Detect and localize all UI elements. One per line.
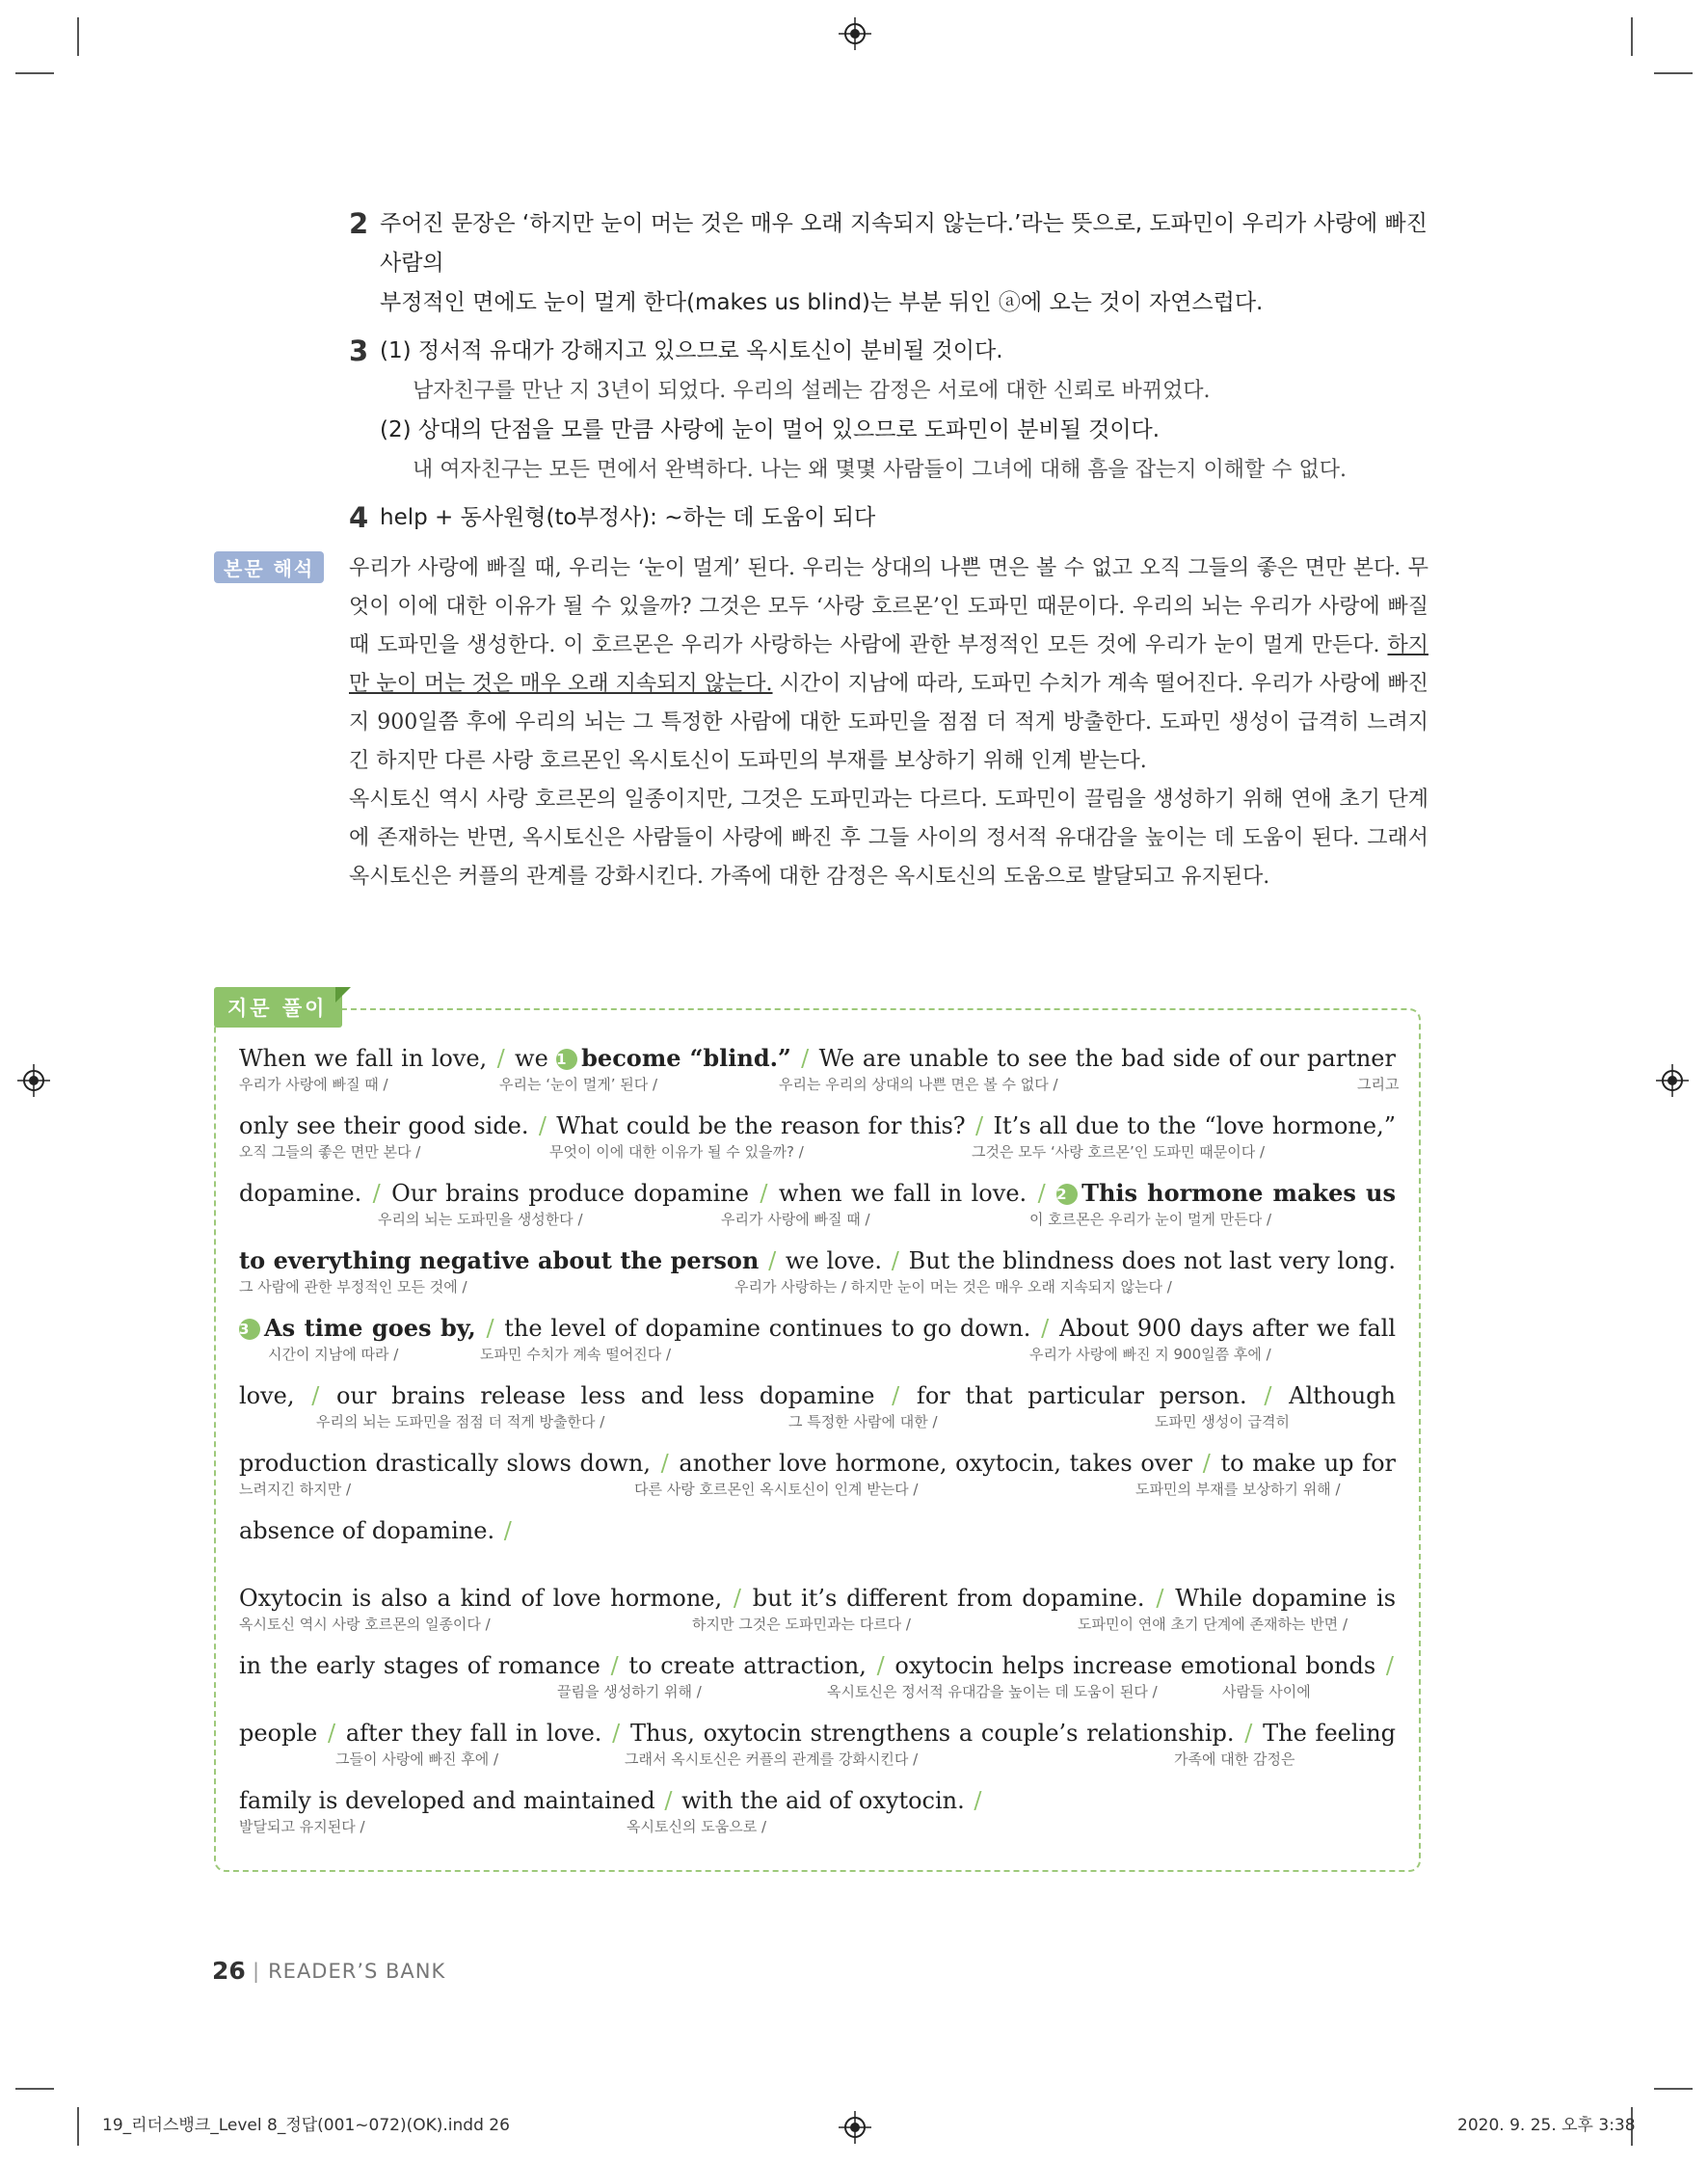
korean-gloss: 우리가 사랑에 빠진 지 900일쯤 후에 / — [1029, 1346, 1271, 1363]
korean-gloss: 그 사람에 관한 부정적인 모든 것에 / — [239, 1278, 467, 1296]
crop-mark — [15, 2088, 54, 2090]
reading-row — [239, 1245, 1396, 1313]
english-line: absence of dopamine. / — [239, 1517, 512, 1544]
sentence-number-icon: 2 — [1056, 1184, 1078, 1205]
interpretation-text: 우리가 사랑에 빠질 때, 우리는 ‘눈이 멀게’ 된다. 우리는 상대의 나쁜 면은 볼 수 없고 오직 그들의 좋은 면만 본다. 무엇이 이에 대한 이유가 될 수 있을까? 그것은 모두 ‘사랑 호르몬’인 도파민 때문이다. 우리의 뇌는 우리가 사랑에 빠질 때 도파민을 생성한다. 이 호르몬은 우리가 사랑하는 사람에 관한 부정적인 모든 것에 우리가 눈이 멀게 만든다. — [349, 556, 1428, 657]
korean-gloss: 도파민 수치가 계속 떨어진다 / — [480, 1346, 672, 1363]
english-line: love, / our brains release less and less dopamine / for that particular person. / Although — [239, 1382, 1396, 1409]
korean-gloss: 그들이 사랑에 빠진 후에 / — [335, 1750, 499, 1768]
korean-gloss: 도파민의 부재를 보상하기 위해 / — [1135, 1481, 1341, 1498]
reading-row — [239, 1313, 1396, 1380]
answer-item — [349, 204, 1428, 323]
answer-text: 부정적인 면에도 눈이 멀게 한다(makes us blind)는 부분 뒤인 ⓐ에 오는 것이 자연스럽다. — [380, 290, 1264, 315]
reading-row — [239, 1110, 1396, 1178]
reading-row — [239, 1448, 1396, 1515]
english-line: to everything negative about the person / we love. / But the blindness does not last very long. — [239, 1246, 1396, 1274]
korean-gloss: 우리가 사랑에 빠질 때 / — [239, 1076, 388, 1093]
answer-translation: 내 여자친구는 모든 면에서 완벽하다. 나는 왜 몇몇 사람들이 그녀에 대해 흠을 잡는지 이해할 수 없다. — [413, 458, 1347, 482]
interpretation-text: 시간이 지남에 따라, 도파민 수치가 계속 떨어진다. 우리가 사랑에 빠진 지 900일쯤 후에 우리의 뇌는 그 특정한 사람에 대한 도파민을 점점 더 적게 방출한다. 도파민 생성이 급격히 느려지긴 하지만 다른 사랑 호르몬인 옥시토신이 도파민의 부재를 보상하기 위해 인계 받는다. — [349, 672, 1428, 773]
answer-text: (1) 정서적 유대가 강해지고 있으므로 옥시토신이 분비될 것이다. — [380, 338, 1003, 363]
korean-gloss: 그것은 모두 ‘사랑 호르몬’인 도파민 때문이다 / — [972, 1143, 1266, 1161]
reading-row — [239, 1380, 1396, 1448]
crop-mark — [15, 72, 54, 74]
korean-gloss: 우리가 사랑에 빠질 때 / — [721, 1211, 870, 1228]
underlined-sentence: 하지만 눈이 머는 것은 매우 오래 지속되지 않는다. — [349, 633, 1428, 696]
english-line: dopamine. / Our brains produce dopamine / when we fall in love. / 2 This hormone makes us — [239, 1179, 1396, 1207]
reading-row — [239, 1785, 1396, 1853]
korean-gloss-line — [239, 1749, 1396, 1770]
korean-gloss-line — [239, 1479, 1396, 1500]
reading-row — [239, 1178, 1396, 1245]
print-date: 2020. 9. 25. 오후 3:38 — [1457, 2116, 1636, 2135]
reading-row — [239, 1650, 1396, 1718]
crop-mark — [1631, 17, 1633, 56]
korean-gloss: 그 특정한 사람에 대한 / — [788, 1413, 938, 1430]
korean-gloss: 시간이 지남에 따라 / — [268, 1346, 399, 1363]
english-line: people / after they fall in love. / Thus, oxytocin strengthens a couple’s relationship. / The feeling — [239, 1720, 1396, 1747]
korean-gloss: 우리가 사랑하는 / 하지만 눈이 머는 것은 매우 오래 지속되지 않는다 / — [734, 1278, 1172, 1296]
korean-gloss: 오직 그들의 좋은 면만 본다 / — [239, 1143, 421, 1161]
running-title-text: READER’S BANK — [268, 1960, 446, 1983]
answer-item — [349, 332, 1428, 490]
korean-gloss: 발달되고 유지된다 / — [239, 1818, 365, 1835]
answer-item — [349, 498, 1428, 538]
interpretation-section — [214, 549, 1428, 896]
answer-text: help + 동사원형(to부정사): ~하는 데 도움이 되다 — [380, 505, 876, 530]
reading-text — [239, 1043, 1400, 1853]
korean-gloss: 옥시토신의 도움으로 / — [627, 1818, 767, 1835]
answer-section — [349, 204, 1428, 547]
korean-gloss: 우리의 뇌는 도파민을 생성한다 / — [378, 1211, 583, 1228]
korean-gloss-line — [239, 1681, 1396, 1702]
korean-gloss: 하지만 그것은 도파민과는 다르다 / — [692, 1616, 911, 1633]
crop-mark — [1654, 2088, 1693, 2090]
korean-gloss-line — [239, 1411, 1396, 1432]
registration-mark-icon — [1656, 1064, 1689, 1097]
crop-mark — [1654, 72, 1693, 74]
korean-gloss-line — [239, 1546, 1396, 1567]
english-line: in the early stages of romance / to create attraction, / oxytocin helps increase emotional bonds / — [239, 1652, 1394, 1679]
interpretation-paragraph: 옥시토신 역시 사랑 호르몬의 일종이지만, 그것은 도파민과는 다르다. 도파민이 끌림을 생성하기 위해 연애 초기 단계에 존재하는 반면, 옥시토신은 사람들이 사랑에 빠진 후 그들 사이의 정서적 유대감을 높이는 데 도움이 된다. 그래서 옥시토신은 커플의 관계를 강화시킨다. 가족에 대한 감정은 옥시토신의 도움으로 발달되고 유지된다. — [349, 788, 1428, 889]
korean-gloss: 가족에 대한 감정은 — [1174, 1750, 1295, 1768]
korean-gloss: 옥시토신은 정서적 유대감을 높이는 데 도움이 된다 / — [827, 1683, 1158, 1700]
answer-number: 3 — [349, 334, 369, 367]
sentence-number-icon: 3 — [239, 1319, 260, 1340]
reading-row — [239, 1515, 1396, 1583]
file-slug: 19_리더스뱅크_Level 8_정답(001~072)(OK).indd 26 — [102, 2116, 510, 2135]
reading-row — [239, 1718, 1396, 1785]
page-number: 26 — [212, 1957, 246, 1985]
korean-gloss: 이 호르몬은 우리가 눈이 멀게 만든다 / — [1029, 1211, 1272, 1228]
interpretation-badge: 본문 해석 — [214, 551, 324, 583]
english-line: Oxytocin is also a kind of love hormone, / but it’s different from dopamine. / While dopamine is — [239, 1585, 1396, 1612]
korean-gloss-line — [239, 1276, 1396, 1297]
korean-gloss-line — [239, 1816, 1396, 1837]
reading-tab: 지문 풀이 — [214, 987, 342, 1028]
korean-gloss: 그리고 — [1357, 1076, 1400, 1093]
korean-gloss: 우리는 우리의 상대의 나쁜 면은 볼 수 없다 / — [779, 1076, 1058, 1093]
interpretation-paragraph — [349, 549, 1428, 781]
reading-row — [239, 1043, 1400, 1110]
korean-gloss: 다른 사랑 호르몬인 옥시토신이 인계 받는다 / — [634, 1481, 919, 1498]
korean-gloss: 느려지긴 하지만 / — [239, 1481, 352, 1498]
korean-gloss: 끌림을 생성하기 위해 / — [557, 1683, 702, 1700]
english-line: only see their good side. / What could be the reason for this? / It’s all due to the “love hormone,” — [239, 1112, 1396, 1139]
korean-gloss-line — [239, 1344, 1396, 1365]
korean-gloss: 사람들 사이에 — [1222, 1683, 1311, 1700]
registration-mark-icon — [839, 17, 871, 50]
registration-mark-icon — [17, 1064, 50, 1097]
english-line: When we fall in love, / we 1 become “blind.” / We are unable to see the bad side of our partner — [239, 1044, 1396, 1072]
korean-gloss: 무엇이 이에 대한 이유가 될 수 있을까? / — [549, 1143, 804, 1161]
korean-gloss-line — [239, 1209, 1396, 1230]
korean-gloss: 우리의 뇌는 도파민을 점점 더 적게 방출한다 / — [316, 1413, 605, 1430]
crop-mark — [77, 2107, 79, 2146]
korean-gloss: 도파민이 연애 초기 단계에 존재하는 반면 / — [1078, 1616, 1348, 1633]
korean-gloss: 우리는 ‘눈이 멀게’ 된다 / — [499, 1076, 658, 1093]
answer-translation: 남자친구를 만난 지 3년이 되었다. 우리의 설레는 감정은 서로에 대한 신뢰로 바뀌었다. — [413, 379, 1211, 403]
korean-gloss-line — [239, 1141, 1396, 1162]
answer-number: 2 — [349, 207, 369, 240]
registration-mark-icon — [839, 2111, 871, 2144]
running-title — [253, 1960, 445, 1983]
answer-text: (2) 상대의 단점을 모를 만큼 사랑에 눈이 멀어 있으므로 도파민이 분비될 것이다. — [380, 417, 1161, 442]
english-line: production drastically slows down, / another love hormone, oxytocin, takes over / to make up for — [239, 1450, 1396, 1477]
tab-fold-decoration — [335, 987, 351, 1002]
answer-number: 4 — [349, 501, 369, 534]
english-line: 3 As time goes by, / the level of dopamine continues to go down. / About 900 days after we fall — [239, 1314, 1396, 1342]
korean-gloss: 그래서 옥시토신은 커플의 관계를 강화시킨다 / — [625, 1750, 919, 1768]
crop-mark — [77, 17, 79, 56]
korean-gloss-line — [239, 1614, 1396, 1635]
korean-gloss: 옥시토신 역시 사랑 호르몬의 일종이다 / — [239, 1616, 491, 1633]
sentence-number-icon: 1 — [556, 1049, 577, 1070]
interpretation-body — [349, 549, 1428, 896]
english-line: family is developed and maintained / with the aid of oxytocin. / — [239, 1787, 982, 1814]
reading-row — [239, 1583, 1396, 1650]
divider: | — [253, 1960, 261, 1983]
answer-text: 주어진 문장은 ‘하지만 눈이 머는 것은 매우 오래 지속되지 않는다.’라는 뜻으로, 도파민이 우리가 사랑에 빠진 사람의 — [380, 211, 1428, 276]
korean-gloss: 도파민 생성이 급격히 — [1155, 1413, 1290, 1430]
korean-gloss-line — [239, 1074, 1400, 1095]
